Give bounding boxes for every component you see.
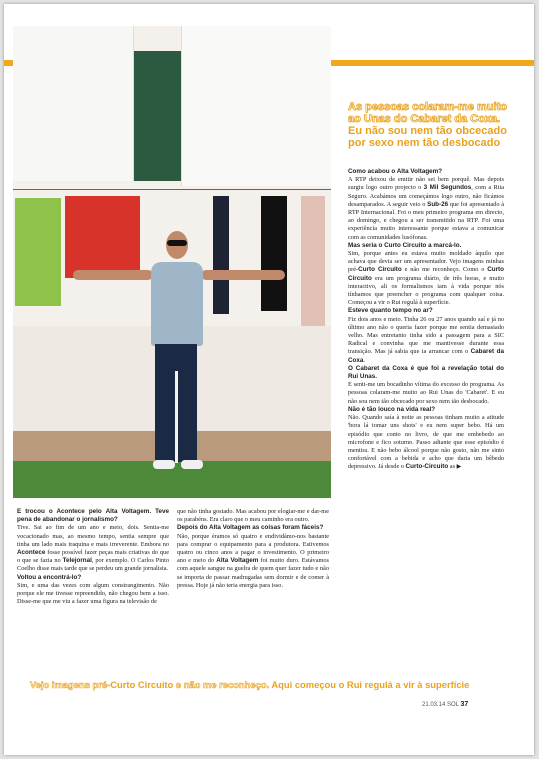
interview-photo (13, 26, 331, 498)
pull-quote-outline: As pessoas colaram-me muito ao Unas do Cabaret da Coxa. (348, 101, 507, 125)
pull-quote-solid: Eu não sou nem tão obcecado por sexo nem tão desbocado (348, 125, 507, 149)
article-column-left (17, 508, 169, 606)
question: Não é tão louco na vida real? (348, 405, 436, 413)
person-sunglasses (167, 240, 187, 246)
pull-quote (348, 101, 508, 149)
answer: Fiz dois anos e meio. Tinha 26 ou 27 anos quando saí e já no último ano não o queria fazer porque me sentia demasiado velho. Mas entretanto tinha sido a passagem para a SIC Radical e convinha que me mantivesse durante essa transição. Mas já sabia que ia arrancar com o Cabaret da Coxa. (348, 315, 504, 364)
answer: Sim, porque antes eu estava muito moldado àquilo que achava que devia ser um apresentador. Vejo imagens minhas pré-Curto Circuito e não me reconheço. Como o Curto Circuito era um programa diário, de três horas, e muito interactivo, ali os formalismos iam à vida porque nós tínhamos que preencher o programa com qualquer coisa. Começou a vir o Rui regulá à superfície. (348, 250, 504, 307)
photo-pants-dark (213, 196, 229, 314)
photo-towel-green (15, 198, 61, 306)
question: Depois do Alta Voltagem as coisas foram fáceis? (177, 524, 324, 532)
photo-pants-pink (301, 196, 325, 326)
question: Mas seria o Curto Circuito a marcá-lo. (348, 241, 462, 249)
magazine-page (4, 4, 534, 755)
page-folio (422, 701, 468, 708)
publication-name: SOL (447, 702, 459, 708)
top-accent-bar-right (331, 60, 534, 66)
answer: Não, porque éramos só quatro e endividámo-nos bastante para comprar o equipamento para a produtora. Estivemos quatro ou cinco anos a pagar o investimento. O primeiro ano e meio do Alta Voltagem foi muito duro. Estávamos com aquele sangue na guelra de quem quer fazer tudo e não se importa de passar madrugadas sem dormir e de comer à pressa. Hoje já não teria energia para isso. (177, 532, 329, 589)
answer: que não tinha gostado. Mas acabou por elogiar-me e dar-me os parabéns. Era claro que o meu caminho era outro. (177, 508, 329, 524)
issue-date: 21.03.14 (422, 702, 446, 708)
person-shoe-right (181, 460, 203, 469)
question: E trocou o Acontece pelo Alta Voltagem. Teve pena de abandonar o jornalismo? (17, 508, 170, 524)
article-column-right (348, 168, 504, 472)
photo-clothesline (13, 189, 331, 190)
answer: Não. Quando saía à noite as pessoas tinham muito a atitude 'bora lá tomar uns shots' e eu nem super bebo. Há um episódio que conto no livro, de que me embebedo ao microfone e fico soturno. Passo adiante que esse episódio é mentira. E não bebo álcool porque não gosto, não me sinto confortável com a bebida e acho que daria um bêbedo depressivo. Já desde o Curto-Circuito as ▶ (348, 414, 504, 471)
person-arm-left (73, 270, 153, 280)
question: O Cabaret da Coxa é que foi a revelação total do Rui Unas. (348, 364, 504, 381)
question: Como acabou o Alta Voltagem? (348, 168, 443, 175)
answer: Sim, e uma das vezes com algum constrangimento. Não porque ele me tivesse repreendido, não chegou bem a isso. Disse-me que me viu a fazer uma figura na televisão de (17, 581, 169, 606)
top-accent-bar-left (4, 60, 13, 66)
person-shoe-left (153, 460, 175, 469)
page-number: 37 (460, 701, 469, 708)
person-shirt (151, 262, 203, 346)
footer-pull-quote: Vejo imagens pré-Curto Circuito e não me reconheço. Aqui começou o Rui regulá a vir à superfície (30, 679, 470, 690)
answer: Tive. Sai ao fim de um ano e meio, dois. Sentia-me vocacionado mas, ao mesmo tempo, sentia sempre que tinha um lado mais traquina e mais irreverente. Embora no Acontece fosse possível fazer peças mais criativas do que o que se fazia no Telejornal, por exemplo. O Carlos Pinto Coelho disse mais tarde que se perdeu um grande jornalista. (17, 524, 169, 573)
photo-sheet-left (13, 26, 134, 181)
person-legs-gap (175, 371, 178, 463)
article-column-middle (177, 508, 329, 590)
photo-shirt-red (65, 196, 140, 278)
question: Esteve quanto tempo no ar? (348, 307, 433, 315)
person-arm-right (201, 270, 285, 280)
answer: A RTP deixou de emitir não sei bem porquê. Mas depois surgiu logo outro projecto o 3 Mil Segundos, com a Rita Seguro. Acabámos um começámos logo outro, não ficámos desamparados. A seguir veio o Sub-26 que foi apresentado à RTP Internacional. Foi o meu primeiro programa em directo, ao domingo, e chegou a ser transmitido na RTP. Foi uma experiência muito interessante porque estava a comunicar com as comunidades lusófonas. (348, 176, 504, 241)
answer: E senti-me um bocadinho vítima do excesso do programa. As pessoas colaram-me muito ao Rui Unas do 'Cabaret'. E eu não sou nem tão obcecado por sexo nem tão desbocado. (348, 381, 504, 405)
photo-sheet-right (181, 26, 331, 186)
photo-pants-black (261, 196, 287, 311)
continue-arrow-icon: ▶ (456, 464, 462, 471)
question: Voltou a encontrá-lo? (17, 573, 82, 581)
